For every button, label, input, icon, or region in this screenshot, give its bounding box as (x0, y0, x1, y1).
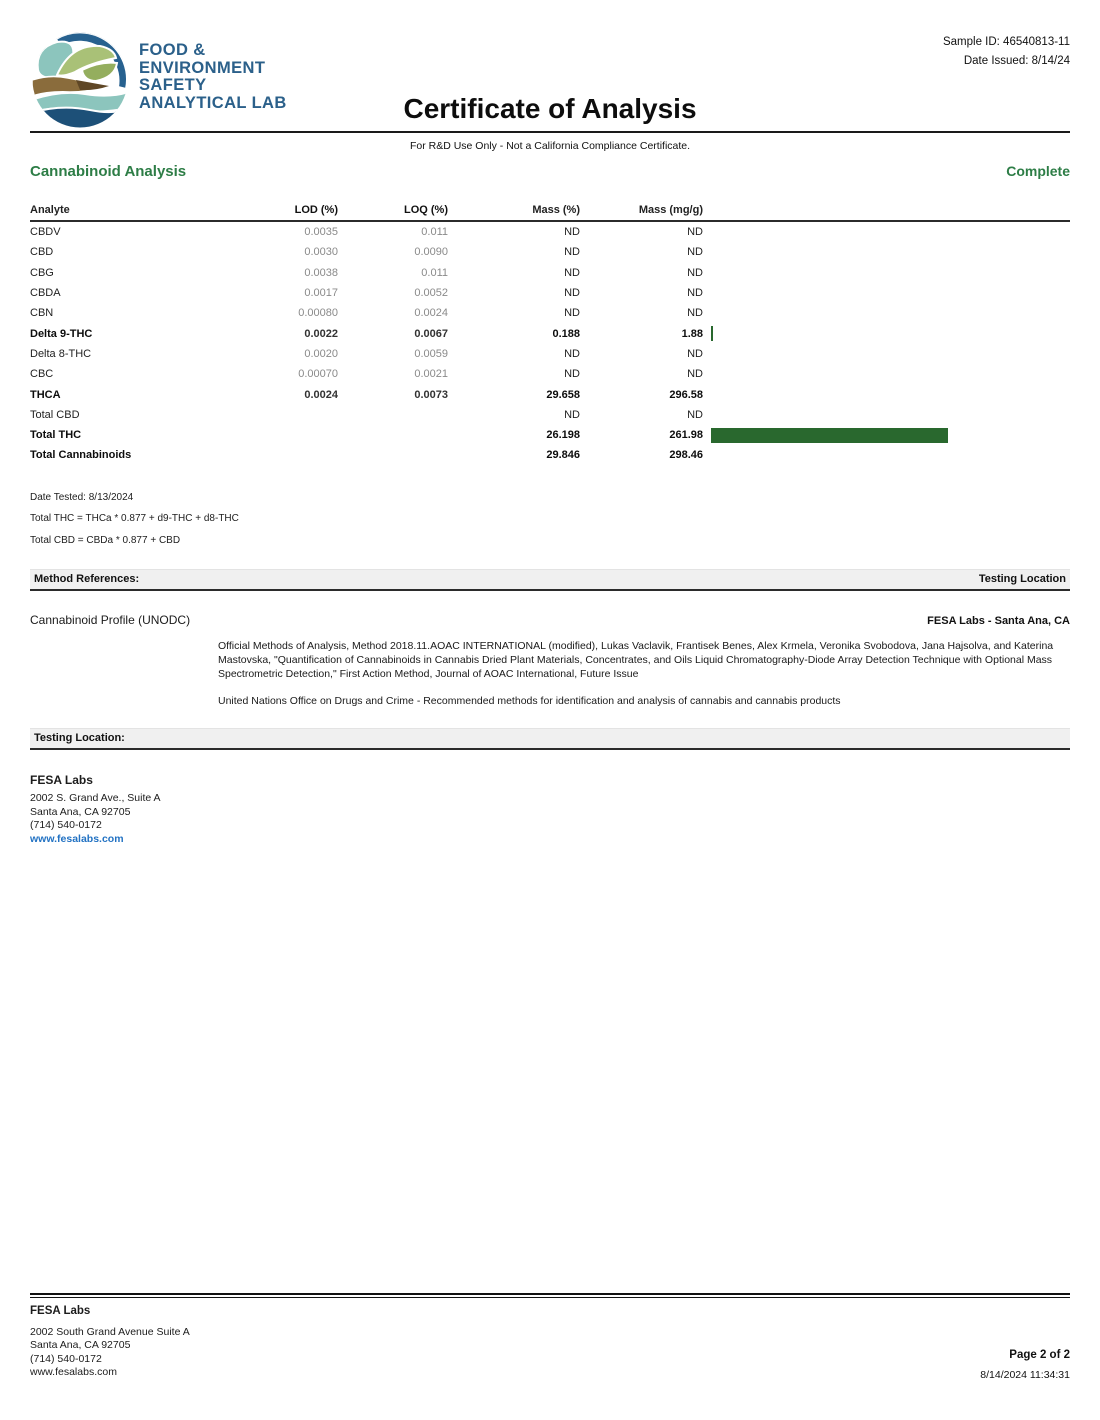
table-row (30, 364, 1070, 384)
page-number: Page 2 of 2 (1009, 1349, 1070, 1361)
mass-mgg-cell: 298.46 (669, 449, 703, 462)
analyte-cell: THCA (30, 388, 61, 401)
website-link[interactable]: www.fesalabs.com (30, 832, 124, 845)
column-header-lod: LOD (%) (294, 204, 338, 216)
method-location: FESA Labs - Santa Ana, CA (927, 614, 1070, 627)
lod-cell: 0.0022 (304, 327, 338, 340)
table-row (30, 445, 1070, 465)
address-line: Santa Ana, CA 92705 (30, 805, 131, 818)
brand-line: FOOD & (139, 41, 206, 59)
footer-address (30, 1305, 190, 1383)
lab-logo-icon (30, 30, 130, 130)
analyte-cell: Delta 8-THC (30, 347, 92, 360)
analyte-cell: CBC (30, 368, 54, 381)
print-timestamp: 8/14/2024 11:34:31 (980, 1369, 1070, 1381)
footer-phone: (714) 540-0172 (30, 1352, 102, 1365)
analyte-cell: CBDA (30, 287, 61, 300)
footer-rule (30, 1293, 1070, 1295)
table-row (30, 222, 1070, 242)
mass-mgg-cell: ND (687, 266, 703, 279)
lod-cell: 0.00070 (298, 368, 338, 381)
section-heading-row (30, 163, 1070, 180)
table-row (30, 323, 1070, 343)
phone-number: (714) 540-0172 (30, 819, 102, 832)
analyte-cell: Delta 9-THC (30, 327, 93, 340)
method-references-bar (30, 569, 1070, 591)
lod-cell: 0.0035 (304, 226, 338, 239)
mass-pct-cell: ND (564, 266, 580, 279)
table-row (30, 405, 1070, 425)
table-row (30, 283, 1070, 303)
analyte-cell: Total Cannabinoids (30, 449, 132, 462)
mass-pct-cell: ND (564, 347, 580, 360)
method-reference-paragraph: Official Methods of Analysis, Method 2018.11.AOAC INTERNATIONAL (modified), Lukas Vaclavik, Frantisek Benes, Alex Krmela, Veronika Svobodova, Jana Hajsolva, and Katerina Mastovska, "Quantification of Cannabinoids in Cannabis Dried Plant Materials, Concentrates, and Oils Liquid Chromatography-Diode Array Detection Technique with Optional Mass Spectrometric Detection," First Action Method, Journal of AOAC International, Future Issue (218, 639, 1054, 681)
loq-cell: 0.0021 (414, 368, 448, 381)
analyte-cell: CBN (30, 307, 54, 320)
mass-mgg-cell: 1.88 (681, 327, 703, 340)
loq-cell: 0.011 (421, 266, 448, 279)
mass-mgg-cell: ND (687, 347, 703, 360)
brand-name (139, 42, 287, 112)
date-tested-note: Date Tested: 8/13/2024 (30, 491, 134, 503)
mass-pct-cell: 29.658 (546, 388, 580, 401)
table-row (30, 344, 1070, 364)
mass-pct-cell: ND (564, 287, 580, 300)
table-row (30, 263, 1070, 283)
date-issued: Date Issued: 8/14/24 (963, 55, 1070, 67)
lod-cell: 0.0030 (304, 246, 338, 259)
footer-address-line: 2002 South Grand Avenue Suite A (30, 1325, 190, 1338)
page-footer (30, 1293, 1070, 1383)
sample-id: Sample ID: 46540813-11 (942, 36, 1070, 48)
mass-pct-cell: ND (564, 246, 580, 259)
column-header-mass-pct: Mass (%) (532, 204, 580, 216)
column-header-analyte: Analyte (30, 204, 70, 216)
footer-page-info (980, 1348, 1070, 1383)
mass-pct-cell: 0.188 (552, 327, 580, 340)
compliance-subtitle: For R&D Use Only - Not a California Compliance Certificate. (409, 140, 691, 152)
mass-pct-cell: ND (564, 307, 580, 320)
mass-pct-cell: ND (564, 408, 580, 421)
table-row (30, 384, 1070, 404)
lod-cell: 0.0020 (304, 347, 338, 360)
testing-location-address (30, 774, 1070, 847)
column-header-mass-mgg: Mass (mg/g) (638, 204, 703, 216)
method-row (30, 613, 1070, 627)
lod-cell: 0.00080 (298, 307, 338, 320)
sample-info (943, 33, 1070, 71)
brand-line: SAFETY (139, 76, 207, 94)
table-header-row (30, 200, 1070, 222)
page-title: Certificate of Analysis (403, 93, 697, 124)
lod-cell: 0.0017 (304, 287, 338, 300)
loq-cell: 0.0067 (414, 327, 448, 340)
analysis-notes (30, 492, 1070, 546)
mass-mgg-cell: ND (687, 408, 703, 421)
testing-location-heading: Testing Location: (34, 731, 125, 744)
testing-location-label: Testing Location (978, 572, 1066, 585)
mass-mgg-cell: 296.58 (669, 388, 703, 401)
mass-pct-cell: ND (564, 226, 580, 239)
status-badge: Complete (1006, 163, 1070, 179)
analyte-cell: CBG (30, 266, 54, 279)
mass-mgg-cell: ND (687, 226, 703, 239)
mass-pct-cell: 26.198 (546, 429, 580, 442)
lab-logo (30, 30, 287, 130)
testing-location-bar (30, 728, 1070, 750)
section-title: Cannabinoid Analysis (30, 163, 187, 180)
table-row (30, 242, 1070, 262)
total-thc-formula: Total THC = THCa * 0.877 + d9-THC + d8-THC (30, 513, 239, 525)
loq-cell: 0.011 (421, 226, 448, 239)
brand-line: ENVIRONMENT (139, 58, 266, 77)
footer-lab-name: FESA Labs (30, 1305, 91, 1317)
loq-cell: 0.0024 (414, 307, 448, 320)
cannabinoid-table (30, 200, 1070, 466)
total-cbd-formula: Total CBD = CBDa * 0.877 + CBD (30, 534, 181, 546)
footer-website: www.fesalabs.com (30, 1366, 117, 1378)
method-references-label: Method References: (34, 572, 140, 585)
analyte-cell: CBDV (30, 226, 61, 239)
loq-cell: 0.0090 (414, 246, 448, 259)
table-row (30, 303, 1070, 323)
method-reference-paragraph: United Nations Office on Drugs and Crime - Recommended methods for identification and analysis of cannabis and cannabis products (218, 695, 841, 708)
bar-cell (703, 428, 1070, 443)
loq-cell: 0.0059 (414, 347, 448, 360)
lab-name: FESA Labs (30, 772, 93, 787)
loq-cell: 0.0073 (414, 388, 448, 401)
analyte-cell: Total THC (30, 429, 82, 442)
footer-address-line: Santa Ana, CA 92705 (30, 1339, 131, 1351)
page-header (30, 30, 1070, 133)
mass-mgg-cell: ND (687, 307, 703, 320)
mass-mgg-cell: ND (687, 246, 703, 259)
analyte-cell: Total CBD (30, 408, 80, 421)
brand-line: ANALYTICAL LAB (139, 93, 287, 112)
mass-mgg-cell: 261.98 (669, 429, 703, 442)
mass-mgg-cell: ND (687, 368, 703, 381)
bar-cell (703, 326, 1070, 341)
analyte-cell: CBD (30, 246, 54, 259)
footer-rule (30, 1297, 1070, 1298)
address-line: 2002 S. Grand Ave., Suite A (30, 792, 161, 805)
mass-pct-cell: ND (564, 368, 580, 381)
lod-cell: 0.0024 (304, 388, 338, 401)
mass-pct-cell: 29.846 (546, 449, 580, 462)
mass-bar-delta9-thc (711, 326, 713, 341)
table-row (30, 425, 1070, 445)
lod-cell: 0.0038 (304, 266, 338, 279)
column-header-loq: LOQ (%) (404, 204, 448, 216)
loq-cell: 0.0052 (414, 287, 448, 300)
mass-mgg-cell: ND (687, 287, 703, 300)
mass-bar-total-thc (711, 428, 948, 443)
method-name: Cannabinoid Profile (UNODC) (30, 612, 191, 627)
